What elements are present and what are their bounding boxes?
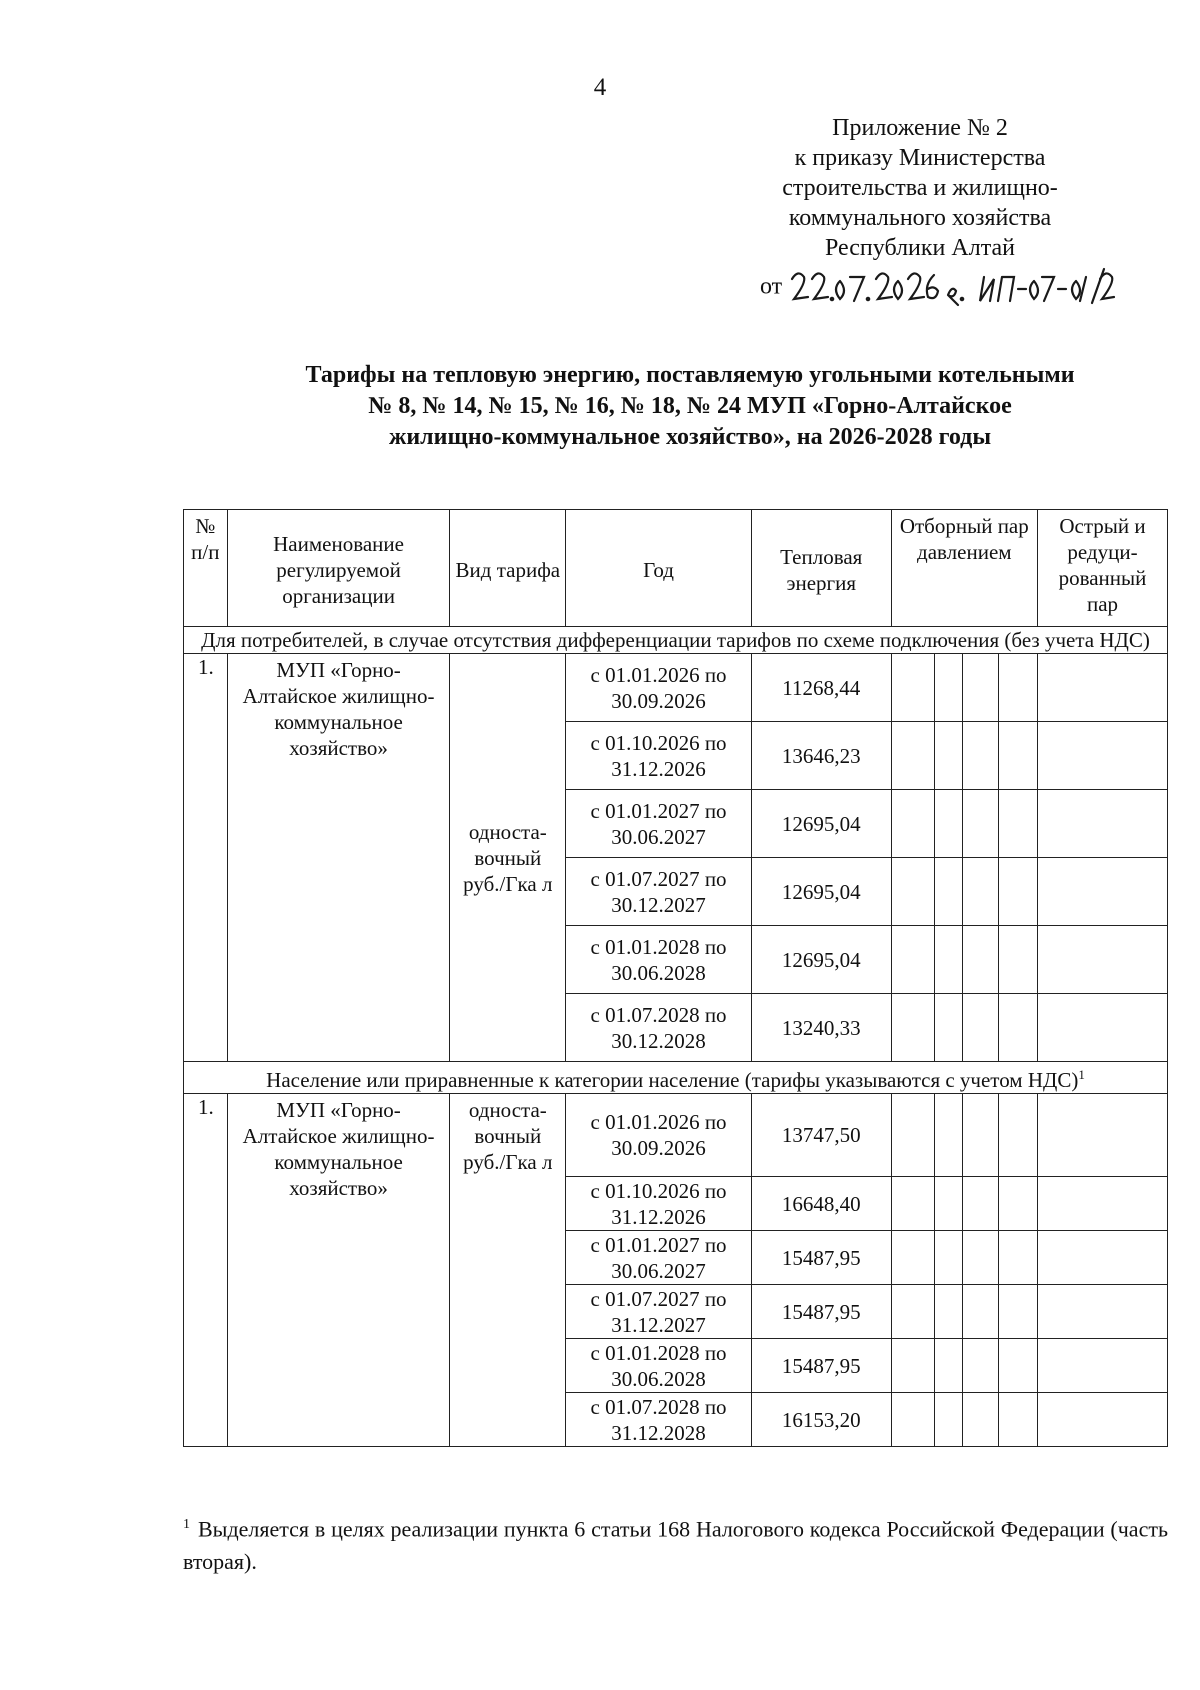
section-caption-row	[184, 1062, 1168, 1094]
empty-cell	[935, 1285, 962, 1339]
annex-line: Республики Алтай	[825, 235, 1015, 261]
period-cell: с 01.01.2028 по 30.06.2028	[566, 926, 752, 994]
header-sharp-steam: Острый и редуци-рованный пар	[1037, 510, 1167, 627]
period-cell: с 01.01.2026 по 30.09.2026	[566, 1094, 752, 1177]
heat-value-cell: 15487,95	[751, 1285, 891, 1339]
empty-cell	[1037, 1231, 1167, 1285]
period-cell: с 01.07.2028 по 30.12.2028	[566, 994, 752, 1062]
empty-cell	[962, 654, 998, 722]
title-line: Тарифы на тепловую энергию, поставляемую угольными котельными	[305, 362, 1075, 388]
table-header-row	[184, 510, 1168, 627]
handwritten-date-signature	[788, 265, 1123, 309]
table-row	[184, 1094, 1168, 1177]
period-cell: с 01.07.2028 по 31.12.2028	[566, 1393, 752, 1447]
header-extracted-steam: Отборный пар давлением	[891, 510, 1037, 627]
empty-cell	[935, 858, 962, 926]
empty-cell	[998, 994, 1037, 1062]
empty-cell	[1037, 1339, 1167, 1393]
annex-block	[760, 113, 1080, 263]
empty-cell	[998, 926, 1037, 994]
heat-value-cell: 12695,04	[751, 858, 891, 926]
period-cell: с 01.01.2027 по 30.06.2027	[566, 1231, 752, 1285]
empty-cell	[998, 722, 1037, 790]
empty-cell	[1037, 1177, 1167, 1231]
empty-cell	[962, 1094, 998, 1177]
annex-line: коммунального хозяйства	[788, 205, 1052, 231]
empty-cell	[998, 654, 1037, 722]
heat-value-cell: 13240,33	[751, 994, 891, 1062]
empty-cell	[935, 722, 962, 790]
empty-cell	[998, 1177, 1037, 1231]
empty-cell	[891, 1177, 935, 1231]
section-caption: Для потребителей, в случае отсутствия дифференциации тарифов по схеме подключения (без учета НДС)	[184, 627, 1168, 654]
period-cell: с 01.01.2027 по 30.06.2027	[566, 790, 752, 858]
footnote-text: Выделяется в целях реализации пункта 6 статьи 168 Налогового кодекса Российской Федерации (часть вторая).	[183, 1516, 1168, 1575]
header-heat-energy: Тепловая энергия	[751, 510, 891, 627]
empty-cell	[891, 1231, 935, 1285]
empty-cell	[962, 994, 998, 1062]
empty-cell	[935, 790, 962, 858]
empty-cell	[1037, 926, 1167, 994]
empty-cell	[935, 994, 962, 1062]
footnote-ref: 1	[1078, 1067, 1085, 1082]
empty-cell	[962, 1177, 998, 1231]
empty-cell	[962, 1393, 998, 1447]
heat-value-cell: 12695,04	[751, 926, 891, 994]
title-line: № 8, № 14, № 15, № 16, № 18, № 24 МУП «Горно-Алтайское	[368, 393, 1012, 419]
empty-cell	[962, 926, 998, 994]
empty-cell	[1037, 1094, 1167, 1177]
empty-cell	[935, 654, 962, 722]
empty-cell	[998, 790, 1037, 858]
section-caption-row	[184, 627, 1168, 654]
title-line: жилищно-коммунальное хозяйство», на 2026-2028 годы	[388, 424, 992, 450]
empty-cell	[891, 1393, 935, 1447]
tariff-kind: односта-вочный руб./Гка л	[450, 1094, 566, 1447]
header-organization: Наименование регулируемой организации	[227, 510, 450, 627]
empty-cell	[891, 1285, 935, 1339]
empty-cell	[998, 1094, 1037, 1177]
header-num: № п/п	[184, 510, 228, 627]
heat-value-cell: 15487,95	[751, 1231, 891, 1285]
empty-cell	[1037, 1393, 1167, 1447]
page-number: 4	[593, 74, 607, 101]
empty-cell	[962, 1285, 998, 1339]
empty-cell	[935, 1339, 962, 1393]
footnote-mark: 1	[183, 1517, 190, 1532]
heat-value-cell: 12695,04	[751, 790, 891, 858]
empty-cell	[998, 1231, 1037, 1285]
organization-name: МУП «Горно-Алтайское жилищно-коммунальное хозяйство»	[227, 654, 450, 1062]
empty-cell	[1037, 858, 1167, 926]
empty-cell	[1037, 654, 1167, 722]
empty-cell	[998, 1393, 1037, 1447]
empty-cell	[891, 858, 935, 926]
header-year: Год	[566, 510, 752, 627]
annex-line: Приложение № 2	[832, 115, 1008, 141]
header-tariff-kind: Вид тарифа	[450, 510, 566, 627]
empty-cell	[891, 790, 935, 858]
annex-line: к приказу Министерства	[794, 145, 1046, 171]
row-number: 1.	[184, 654, 228, 1062]
empty-cell	[891, 654, 935, 722]
empty-cell	[935, 926, 962, 994]
empty-cell	[891, 926, 935, 994]
table-row	[184, 654, 1168, 722]
empty-cell	[962, 1231, 998, 1285]
footnote	[183, 1508, 1168, 1578]
heat-value-cell: 11268,44	[751, 654, 891, 722]
empty-cell	[1037, 994, 1167, 1062]
document-title	[200, 360, 1180, 453]
empty-cell	[962, 790, 998, 858]
period-cell: с 01.01.2028 по 30.06.2028	[566, 1339, 752, 1393]
empty-cell	[935, 1393, 962, 1447]
empty-cell	[1037, 1285, 1167, 1339]
period-cell: с 01.07.2027 по 31.12.2027	[566, 1285, 752, 1339]
heat-value-cell: 13646,23	[751, 722, 891, 790]
period-cell: с 01.10.2026 по 31.12.2026	[566, 1177, 752, 1231]
empty-cell	[891, 1339, 935, 1393]
annex-line: строительства и жилищно-	[782, 175, 1058, 201]
empty-cell	[998, 858, 1037, 926]
tariffs-table	[183, 509, 1168, 1447]
heat-value-cell: 16153,20	[751, 1393, 891, 1447]
empty-cell	[1037, 790, 1167, 858]
empty-cell	[998, 1339, 1037, 1393]
tariff-kind: односта-вочный руб./Гка л	[450, 654, 566, 1062]
empty-cell	[935, 1231, 962, 1285]
heat-value-cell: 15487,95	[751, 1339, 891, 1393]
empty-cell	[998, 1285, 1037, 1339]
period-cell: с 01.01.2026 по 30.09.2026	[566, 654, 752, 722]
empty-cell	[935, 1094, 962, 1177]
organization-name: МУП «Горно-Алтайское жилищно-коммунальное хозяйство»	[227, 1094, 450, 1447]
date-prefix: от	[760, 273, 783, 300]
empty-cell	[935, 1177, 962, 1231]
empty-cell	[962, 722, 998, 790]
period-cell: с 01.10.2026 по 31.12.2026	[566, 722, 752, 790]
period-cell: с 01.07.2027 по 30.12.2027	[566, 858, 752, 926]
empty-cell	[962, 1339, 998, 1393]
empty-cell	[891, 994, 935, 1062]
heat-value-cell: 16648,40	[751, 1177, 891, 1231]
annex-date	[760, 265, 1123, 309]
heat-value-cell: 13747,50	[751, 1094, 891, 1177]
empty-cell	[891, 722, 935, 790]
row-number: 1.	[184, 1094, 228, 1447]
section-caption: Население или приравненные к категории население (тарифы указываются с учетом НДС)$^1$	[184, 1062, 1168, 1094]
empty-cell	[891, 1094, 935, 1177]
empty-cell	[962, 858, 998, 926]
empty-cell	[1037, 722, 1167, 790]
